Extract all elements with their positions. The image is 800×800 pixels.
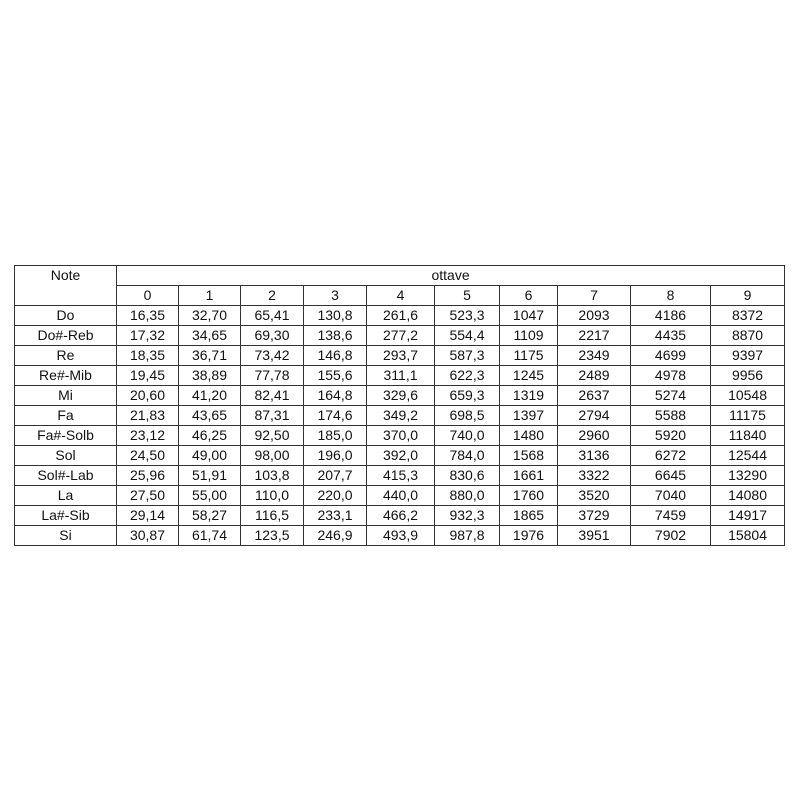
frequency-cell: 43,65 (179, 406, 241, 426)
frequency-cell: 830,6 (435, 466, 500, 486)
frequency-cell: 14917 (711, 506, 785, 526)
frequency-table-container (14, 265, 784, 546)
frequency-cell: 164,8 (304, 386, 367, 406)
octave-header-0: 0 (117, 286, 179, 306)
frequency-cell: 1109 (500, 326, 558, 346)
frequency-cell: 51,91 (179, 466, 241, 486)
frequency-cell: 1397 (500, 406, 558, 426)
table-row (15, 346, 785, 366)
note-name-cell: Sol (15, 446, 117, 466)
frequency-cell: 5274 (631, 386, 711, 406)
note-name-cell: La#-Sib (15, 506, 117, 526)
frequency-cell: 92,50 (241, 426, 304, 446)
octave-header-9: 9 (711, 286, 785, 306)
frequency-cell: 554,4 (435, 326, 500, 346)
table-row (15, 366, 785, 386)
frequency-cell: 55,00 (179, 486, 241, 506)
frequency-cell: 392,0 (367, 446, 435, 466)
frequency-cell: 77,78 (241, 366, 304, 386)
frequency-cell: 17,32 (117, 326, 179, 346)
note-frequency-table (14, 265, 785, 546)
frequency-cell: 46,25 (179, 426, 241, 446)
frequency-cell: 3136 (558, 446, 631, 466)
frequency-cell: 23,12 (117, 426, 179, 446)
frequency-cell: 2349 (558, 346, 631, 366)
frequency-cell: 58,27 (179, 506, 241, 526)
note-name-cell: La (15, 486, 117, 506)
frequency-cell: 32,70 (179, 306, 241, 326)
table-row (15, 506, 785, 526)
frequency-cell: 740,0 (435, 426, 500, 446)
frequency-cell: 10548 (711, 386, 785, 406)
frequency-cell: 38,89 (179, 366, 241, 386)
octave-header-3: 3 (304, 286, 367, 306)
frequency-cell: 3520 (558, 486, 631, 506)
frequency-cell: 34,65 (179, 326, 241, 346)
frequency-cell: 466,2 (367, 506, 435, 526)
frequency-cell: 16,35 (117, 306, 179, 326)
header-row-group (15, 266, 785, 286)
frequency-cell: 2794 (558, 406, 631, 426)
frequency-cell: 9397 (711, 346, 785, 366)
frequency-cell: 2489 (558, 366, 631, 386)
table-row (15, 406, 785, 426)
octave-header-6: 6 (500, 286, 558, 306)
frequency-cell: 174,6 (304, 406, 367, 426)
frequency-cell: 698,5 (435, 406, 500, 426)
note-name-cell: Fa#-Solb (15, 426, 117, 446)
frequency-cell: 2637 (558, 386, 631, 406)
frequency-cell: 5920 (631, 426, 711, 446)
note-name-cell: Re#-Mib (15, 366, 117, 386)
note-name-cell: Sol#-Lab (15, 466, 117, 486)
header-row-octaves (15, 286, 785, 306)
table-row (15, 386, 785, 406)
table-body (15, 306, 785, 546)
table-row (15, 526, 785, 546)
frequency-cell: 440,0 (367, 486, 435, 506)
frequency-cell: 880,0 (435, 486, 500, 506)
frequency-cell: 415,3 (367, 466, 435, 486)
frequency-cell: 185,0 (304, 426, 367, 446)
frequency-cell: 20,60 (117, 386, 179, 406)
frequency-cell: 1047 (500, 306, 558, 326)
frequency-cell: 2960 (558, 426, 631, 446)
table-row (15, 426, 785, 446)
note-name-cell: Si (15, 526, 117, 546)
frequency-cell: 49,00 (179, 446, 241, 466)
frequency-cell: 7459 (631, 506, 711, 526)
octave-header-7: 7 (558, 286, 631, 306)
frequency-cell: 329,6 (367, 386, 435, 406)
frequency-cell: 13290 (711, 466, 785, 486)
frequency-cell: 24,50 (117, 446, 179, 466)
frequency-cell: 987,8 (435, 526, 500, 546)
frequency-cell: 4186 (631, 306, 711, 326)
frequency-cell: 65,41 (241, 306, 304, 326)
frequency-cell: 5588 (631, 406, 711, 426)
octave-header-5: 5 (435, 286, 500, 306)
frequency-cell: 146,8 (304, 346, 367, 366)
frequency-cell: 21,83 (117, 406, 179, 426)
octave-header-4: 4 (367, 286, 435, 306)
frequency-cell: 9956 (711, 366, 785, 386)
frequency-cell: 2093 (558, 306, 631, 326)
table-row (15, 326, 785, 346)
octaves-group-header: ottave (117, 266, 785, 286)
frequency-cell: 8372 (711, 306, 785, 326)
table-row (15, 466, 785, 486)
table-row (15, 486, 785, 506)
frequency-cell: 1661 (500, 466, 558, 486)
table-row (15, 306, 785, 326)
frequency-cell: 11175 (711, 406, 785, 426)
frequency-cell: 1760 (500, 486, 558, 506)
frequency-cell: 233,1 (304, 506, 367, 526)
frequency-cell: 3322 (558, 466, 631, 486)
frequency-cell: 27,50 (117, 486, 179, 506)
frequency-cell: 18,35 (117, 346, 179, 366)
frequency-cell: 98,00 (241, 446, 304, 466)
octave-header-1: 1 (179, 286, 241, 306)
octave-header-8: 8 (631, 286, 711, 306)
frequency-cell: 3951 (558, 526, 631, 546)
frequency-cell: 246,9 (304, 526, 367, 546)
frequency-cell: 2217 (558, 326, 631, 346)
frequency-cell: 36,71 (179, 346, 241, 366)
frequency-cell: 41,20 (179, 386, 241, 406)
frequency-cell: 349,2 (367, 406, 435, 426)
frequency-cell: 12544 (711, 446, 785, 466)
frequency-cell: 15804 (711, 526, 785, 546)
note-name-cell: Mi (15, 386, 117, 406)
frequency-cell: 207,7 (304, 466, 367, 486)
frequency-cell: 6272 (631, 446, 711, 466)
frequency-cell: 30,87 (117, 526, 179, 546)
frequency-cell: 69,30 (241, 326, 304, 346)
frequency-cell: 293,7 (367, 346, 435, 366)
frequency-cell: 130,8 (304, 306, 367, 326)
frequency-cell: 587,3 (435, 346, 500, 366)
table-row (15, 446, 785, 466)
frequency-cell: 523,3 (435, 306, 500, 326)
frequency-cell: 311,1 (367, 366, 435, 386)
octave-header-2: 2 (241, 286, 304, 306)
frequency-cell: 73,42 (241, 346, 304, 366)
frequency-cell: 932,3 (435, 506, 500, 526)
note-name-cell: Do#-Reb (15, 326, 117, 346)
frequency-cell: 1568 (500, 446, 558, 466)
frequency-cell: 784,0 (435, 446, 500, 466)
frequency-cell: 4699 (631, 346, 711, 366)
frequency-cell: 138,6 (304, 326, 367, 346)
note-name-cell: Fa (15, 406, 117, 426)
note-name-cell: Do (15, 306, 117, 326)
frequency-cell: 370,0 (367, 426, 435, 446)
frequency-cell: 3729 (558, 506, 631, 526)
frequency-cell: 116,5 (241, 506, 304, 526)
frequency-cell: 87,31 (241, 406, 304, 426)
frequency-cell: 25,96 (117, 466, 179, 486)
frequency-cell: 123,5 (241, 526, 304, 546)
frequency-cell: 1865 (500, 506, 558, 526)
frequency-cell: 1319 (500, 386, 558, 406)
frequency-cell: 220,0 (304, 486, 367, 506)
frequency-cell: 14080 (711, 486, 785, 506)
frequency-cell: 7902 (631, 526, 711, 546)
frequency-cell: 7040 (631, 486, 711, 506)
frequency-cell: 622,3 (435, 366, 500, 386)
frequency-cell: 659,3 (435, 386, 500, 406)
frequency-cell: 6645 (631, 466, 711, 486)
frequency-cell: 1480 (500, 426, 558, 446)
frequency-cell: 82,41 (241, 386, 304, 406)
frequency-cell: 4978 (631, 366, 711, 386)
note-column-header: Note (15, 266, 117, 306)
frequency-cell: 8870 (711, 326, 785, 346)
frequency-cell: 493,9 (367, 526, 435, 546)
frequency-cell: 1175 (500, 346, 558, 366)
note-name-cell: Re (15, 346, 117, 366)
frequency-cell: 61,74 (179, 526, 241, 546)
frequency-cell: 155,6 (304, 366, 367, 386)
frequency-cell: 261,6 (367, 306, 435, 326)
frequency-cell: 196,0 (304, 446, 367, 466)
frequency-cell: 4435 (631, 326, 711, 346)
frequency-cell: 1245 (500, 366, 558, 386)
frequency-cell: 1976 (500, 526, 558, 546)
frequency-cell: 11840 (711, 426, 785, 446)
frequency-cell: 29,14 (117, 506, 179, 526)
frequency-cell: 19,45 (117, 366, 179, 386)
frequency-cell: 110,0 (241, 486, 304, 506)
frequency-cell: 277,2 (367, 326, 435, 346)
frequency-cell: 103,8 (241, 466, 304, 486)
